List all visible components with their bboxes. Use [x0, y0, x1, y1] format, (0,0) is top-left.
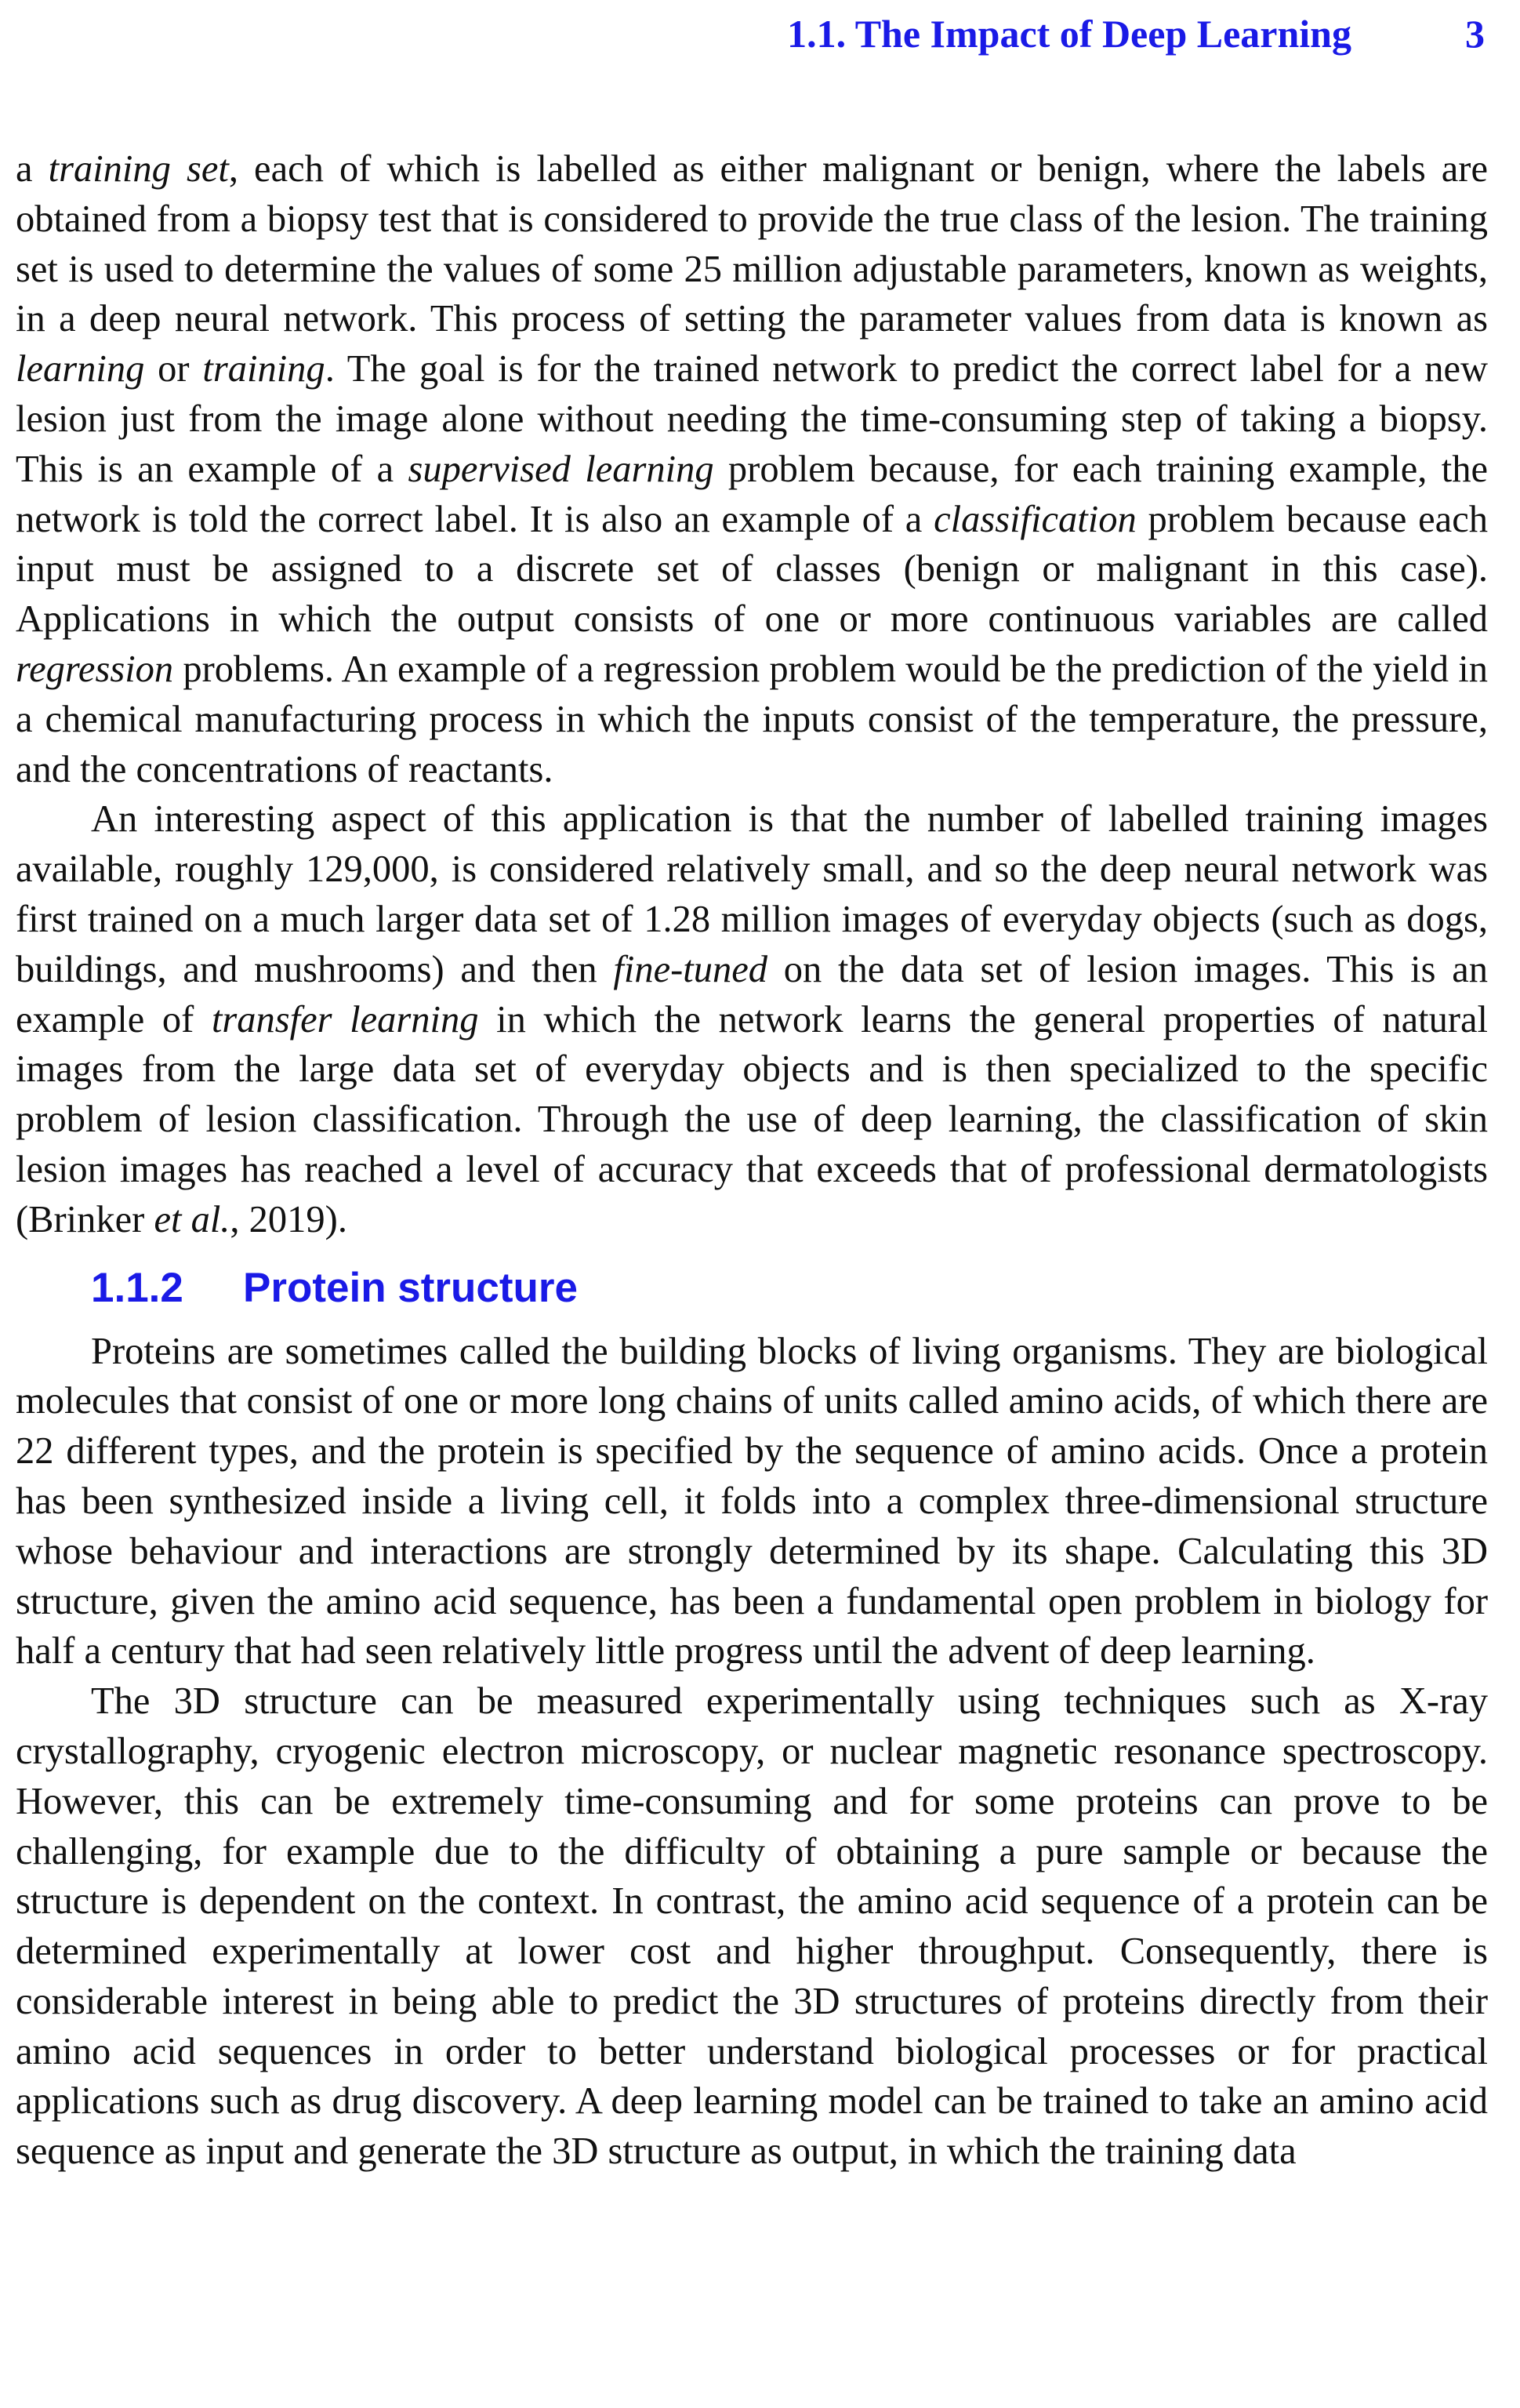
paragraph-3d-structure — [16, 1676, 1488, 2177]
text-run: An interesting aspect of this application is that the number of labelled training images available, roughly 129,000, is considered relatively small, and so the deep neural network was first trained on a much larger data set of 1.28 million images of everyday objects (such as dogs, buildings, and mushrooms) and then — [16, 798, 1488, 990]
running-header — [0, 11, 1520, 61]
text-run: Proteins are sometimes called the building blocks of living organisms. They are biological molecules that consist of one or more long chains of units called amino acids, of which there are 22 different types, and the protein is specified by the sequence of amino acids. Once a protein has been synthesized inside a living cell, it folds into a complex three-dimensional structure whose behaviour and interactions are strongly determined by its shape. Calculating this 3D structure, given the amino acid sequence, has been a fundamental open problem in biology for half a century that had seen relatively little progress until the advent of deep learning. — [16, 1330, 1488, 1673]
emphasized-term: et al. — [154, 1198, 230, 1240]
emphasized-term: transfer learning — [211, 998, 479, 1041]
section-heading-protein-structure — [16, 1261, 1488, 1316]
section-number: 1.1.2 — [91, 1264, 183, 1311]
emphasized-term: regression — [16, 648, 174, 690]
emphasized-term: training — [202, 348, 325, 390]
paragraph-training-set — [16, 144, 1488, 794]
text-run: problems. An example of a regression problem would be the prediction of the yield in a chemical manufacturing process in which the inputs consist of the temperature, the pressure, and the concentrations of reactants. — [16, 648, 1488, 790]
text-run: or — [144, 348, 203, 390]
emphasized-term: supervised learning — [408, 448, 714, 490]
text-run: The 3D structure can be measured experimentally using techniques such as X-ray crystallography, cryogenic electron microscopy, or nuclear magnetic resonance spectroscopy. However, this can be extremely time-consuming and for some proteins can prove to be challenging, for example due to the difficulty of obtaining a pure sample or because the structure is dependent on the context. In contrast, the amino acid sequence of a protein can be determined experimentally at lower cost and higher throughput. Consequently, there is considerable interest in being able to predict the 3D structures of proteins directly from their amino acid sequences in order to better understand biological processes or for practical applications such as drug discovery. A deep learning model can be trained to take an amino acid sequence as input and generate the 3D structure as output, in which the training data — [16, 1680, 1488, 2173]
text-run: . The goal is for the trained network to predict the correct label for a new lesion just from the image alone without needing the time-consuming step of taking a biopsy. This is an example of a — [16, 348, 1488, 490]
running-title: 1.1. The Impact of Deep Learning — [787, 12, 1351, 56]
text-run: a — [16, 148, 49, 190]
page-number: 3 — [1465, 12, 1485, 56]
text-run: in which the network learns the general properties of natural images from the large data set of everyday objects and is then specialized to the specific problem of lesion classification. Through the use of deep learning, the classification of skin lesion images has reached a level of accuracy that exceeds that of professional dermatologists (Brinker — [16, 998, 1489, 1240]
page-body — [16, 144, 1488, 2177]
emphasized-term: fine-tuned — [613, 948, 768, 990]
text-run: , each of which is labelled as either malignant or benign, where the labels are obtained from a biopsy test that is considered to provide the true class of the lesion. The training set is used to determine the values of some 25 million adjustable parameters, known as weights, in a deep neural network. This process of setting the parameter values from data is known as — [16, 148, 1488, 340]
paragraph-protein-intro — [16, 1327, 1488, 1677]
text-run: on the data set of lesion images. This is an example of — [16, 948, 1488, 1041]
emphasized-term: training set — [48, 148, 229, 190]
emphasized-term: classification — [934, 498, 1137, 540]
section-title: Protein structure — [243, 1264, 579, 1311]
emphasized-term: learning — [16, 348, 145, 390]
paragraph-transfer-learning — [16, 794, 1488, 1244]
text-run: problem because each input must be assigned to a discrete set of classes (benign or malignant in this case). Applications in which the output consists of one or more continuous variables are called — [16, 498, 1488, 641]
text-run: problem because, for each training example, the network is told the correct label. It is also an example of a — [16, 448, 1488, 540]
text-run: , 2019). — [230, 1198, 347, 1240]
